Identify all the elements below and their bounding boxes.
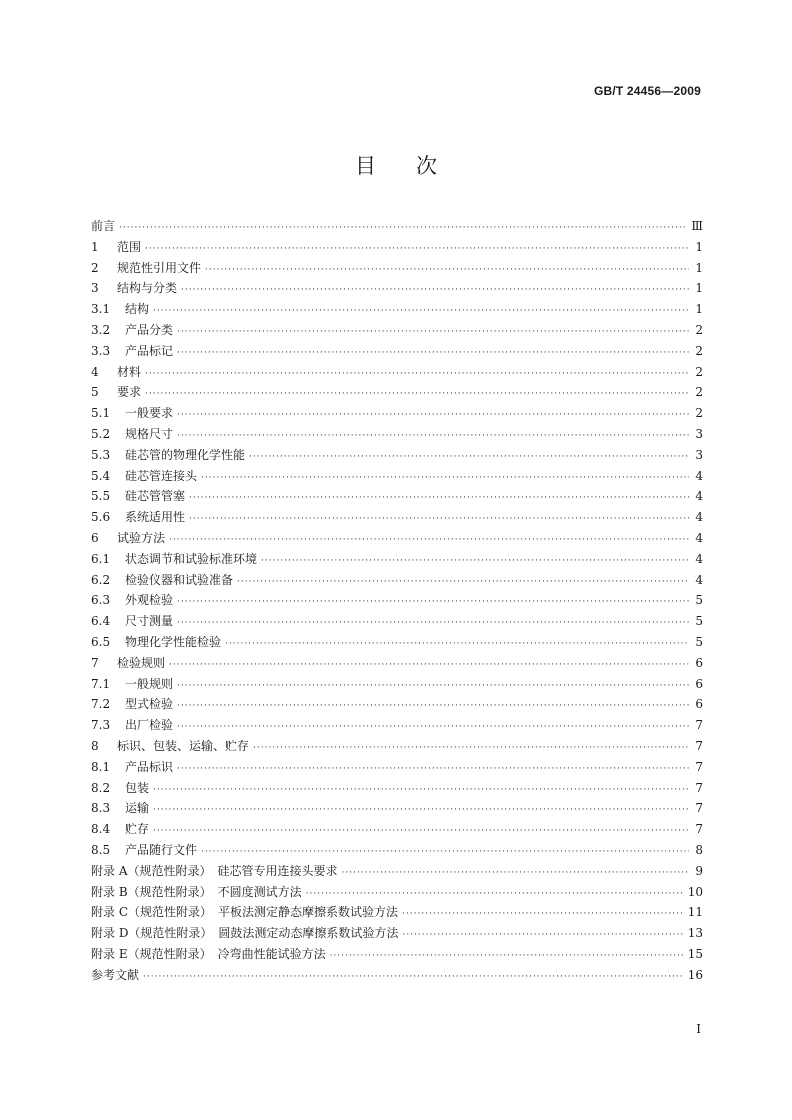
toc-entry-page: 1 xyxy=(695,239,703,254)
toc-entry-number: 5.6 xyxy=(91,510,111,525)
toc-entry-label: 要求 xyxy=(117,385,142,400)
toc-entry-number: 3 xyxy=(91,281,99,296)
toc-leader-dots xyxy=(153,821,689,842)
toc-entry-label: 产品随行文件 xyxy=(125,842,198,857)
toc-entry-number: 5.4 xyxy=(91,468,111,483)
toc-entry-label: 产品分类 xyxy=(125,322,174,337)
toc-entry-label: 状态调节和试验标准环境 xyxy=(125,551,258,566)
toc-entry-number: 6.3 xyxy=(91,593,111,608)
toc-entry-page: 6 xyxy=(695,697,703,712)
toc-entry[interactable] xyxy=(91,653,703,674)
toc-entry[interactable] xyxy=(91,278,703,299)
toc-entry[interactable] xyxy=(91,570,703,591)
toc-entry-number: 6.2 xyxy=(91,572,111,587)
toc-entry-label: 材料 xyxy=(117,364,142,379)
toc-entry-page: 7 xyxy=(695,801,703,816)
toc-entry-page: 2 xyxy=(695,364,703,379)
toc-entry-number: 2 xyxy=(91,260,99,275)
toc-entry-label: 参考文献 xyxy=(91,967,140,982)
toc-entry-page: 2 xyxy=(695,322,703,337)
toc-leader-dots xyxy=(177,676,689,697)
toc-entry-page: 4 xyxy=(695,572,703,587)
toc-entry-number: 6.1 xyxy=(91,551,111,566)
toc-entry-page: 5 xyxy=(695,593,703,608)
toc-entry[interactable] xyxy=(91,528,703,549)
toc-entry-number: 1 xyxy=(91,239,99,254)
toc-entry-label: 硅芯管连接头 xyxy=(125,468,198,483)
toc-entry-label: 附录 A（规范性附录） 硅芯管专用连接头要求 xyxy=(91,863,338,878)
toc-entry[interactable] xyxy=(91,778,703,799)
toc-entry-label: 出厂检验 xyxy=(125,718,174,733)
toc-entry[interactable] xyxy=(91,944,703,965)
toc-entry-page: 4 xyxy=(695,551,703,566)
toc-entry-number: 3.2 xyxy=(91,322,111,337)
toc-entry[interactable] xyxy=(91,424,703,445)
toc-leader-dots xyxy=(177,717,689,738)
toc-entry[interactable] xyxy=(91,486,703,507)
toc-entry[interactable] xyxy=(91,715,703,736)
toc-leader-dots xyxy=(177,592,689,613)
toc-entry-number: 5 xyxy=(91,385,99,400)
toc-leader-dots xyxy=(153,780,689,801)
toc-entry-page: 11 xyxy=(687,905,703,920)
toc-entry[interactable] xyxy=(91,403,703,424)
toc-entry[interactable] xyxy=(91,674,703,695)
toc-leader-dots xyxy=(253,738,689,759)
toc-entry-number: 7.2 xyxy=(91,697,111,712)
toc-entry[interactable] xyxy=(91,590,703,611)
toc-leader-dots xyxy=(181,280,689,301)
toc-leader-dots xyxy=(402,925,683,946)
toc-entry-number: 6.4 xyxy=(91,614,111,629)
toc-leader-dots xyxy=(177,696,689,717)
toc-leader-dots xyxy=(119,218,687,239)
toc-entry-label: 硅芯管的物理化学性能 xyxy=(125,447,246,462)
toc-entry-number: 6 xyxy=(91,530,99,545)
toc-leader-dots xyxy=(177,322,689,343)
toc-entry[interactable] xyxy=(91,320,703,341)
toc-leader-dots xyxy=(153,800,689,821)
toc-leader-dots xyxy=(341,863,689,884)
toc-entry-number: 7.3 xyxy=(91,718,111,733)
toc-entry-number: 6.5 xyxy=(91,634,111,649)
toc-leader-dots xyxy=(177,405,689,426)
toc-leader-dots xyxy=(201,468,689,489)
toc-entry[interactable] xyxy=(91,902,703,923)
toc-entry-number: 7.1 xyxy=(91,676,111,691)
toc-entry-label: 附录 B（规范性附录） 不圆度测试方法 xyxy=(91,884,302,899)
toc-entry-page: 16 xyxy=(687,967,703,982)
toc-entry[interactable] xyxy=(91,923,703,944)
toc-entry-label: 贮存 xyxy=(125,822,150,837)
toc-entry[interactable] xyxy=(91,694,703,715)
toc-entry-number: 8.5 xyxy=(91,842,111,857)
toc-leader-dots xyxy=(402,904,684,925)
toc-entry-number: 3.3 xyxy=(91,343,111,358)
toc-entry-label: 附录 E（规范性附录） 冷弯曲性能试验方法 xyxy=(91,946,326,961)
title-char-2: 次 xyxy=(416,154,437,178)
toc-leader-dots xyxy=(205,260,689,281)
toc-entry-label: 包装 xyxy=(125,780,150,795)
toc-entry[interactable] xyxy=(91,965,703,986)
toc-entry[interactable] xyxy=(91,882,703,903)
toc-leader-dots xyxy=(249,447,689,468)
toc-entry[interactable] xyxy=(91,507,703,528)
toc-entry-number: 8.4 xyxy=(91,822,111,837)
toc-entry-label: 系统适用性 xyxy=(125,510,186,525)
toc-entry-number: 4 xyxy=(91,364,99,379)
toc-entry[interactable] xyxy=(91,445,703,466)
toc-leader-dots xyxy=(169,655,689,676)
toc-entry-label: 检验仪器和试验准备 xyxy=(125,572,234,587)
toc-entry-page: 7 xyxy=(695,718,703,733)
toc-entry-label: 外观检验 xyxy=(125,593,174,608)
toc-entry-page: 4 xyxy=(695,468,703,483)
standard-code: GB/T 24456—2009 xyxy=(593,84,701,98)
toc-leader-dots xyxy=(237,572,689,593)
toc-entry-page: 7 xyxy=(695,738,703,753)
toc-entry-number: 5.5 xyxy=(91,489,111,504)
toc-entry-page: 7 xyxy=(695,822,703,837)
toc-entry[interactable] xyxy=(91,216,703,237)
toc-entry-number: 7 xyxy=(91,655,99,670)
toc-entry-label: 结构与分类 xyxy=(117,281,178,296)
toc-entry-label: 附录 C（规范性附录） 平板法测定静态摩擦系数试验方法 xyxy=(91,905,398,920)
toc-entry-label: 硅芯管管塞 xyxy=(125,489,186,504)
toc-entry-page: 9 xyxy=(695,863,703,878)
toc-entry-label: 一般要求 xyxy=(125,406,174,421)
toc-entry-label: 前言 xyxy=(91,219,116,233)
toc-entry[interactable] xyxy=(91,237,703,258)
toc-entry-page: 6 xyxy=(695,676,703,691)
toc-entry-number: 8 xyxy=(91,738,99,753)
toc-leader-dots xyxy=(177,759,689,780)
toc-entry-label: 试验方法 xyxy=(117,530,166,545)
toc-entry-number: 8.2 xyxy=(91,780,111,795)
toc-entry-page: 5 xyxy=(695,614,703,629)
table-of-contents xyxy=(91,216,703,985)
toc-entry-page: 5 xyxy=(695,634,703,649)
toc-entry[interactable] xyxy=(91,466,703,487)
toc-entry-page: 2 xyxy=(695,385,703,400)
toc-entry-page: 4 xyxy=(695,489,703,504)
toc-entry[interactable] xyxy=(91,757,703,778)
title-char-1: 目 xyxy=(355,154,376,178)
toc-entry-number: 5.2 xyxy=(91,426,111,441)
toc-entry-label: 规范性引用文件 xyxy=(117,260,202,275)
toc-entry-label: 规格尺寸 xyxy=(125,426,174,441)
page-number: Ⅰ xyxy=(696,1022,701,1036)
page-title xyxy=(0,150,792,180)
toc-entry[interactable] xyxy=(91,861,703,882)
toc-entry-label: 结构 xyxy=(125,302,150,317)
toc-entry-label: 一般规则 xyxy=(125,676,174,691)
toc-entry[interactable] xyxy=(91,382,703,403)
toc-entry-page: 1 xyxy=(695,281,703,296)
toc-leader-dots xyxy=(169,530,689,551)
toc-entry-label: 检验规则 xyxy=(117,655,166,670)
toc-entry[interactable] xyxy=(91,736,703,757)
toc-entry[interactable] xyxy=(91,819,703,840)
toc-entry-page: 7 xyxy=(695,780,703,795)
toc-entry[interactable] xyxy=(91,840,703,861)
toc-entry[interactable] xyxy=(91,299,703,320)
toc-entry-page: 13 xyxy=(687,926,703,941)
toc-entry-label: 产品标记 xyxy=(125,343,174,358)
toc-entry-number: 3.1 xyxy=(91,302,111,317)
toc-entry[interactable] xyxy=(91,798,703,819)
toc-entry-number: 8.1 xyxy=(91,759,111,774)
toc-leader-dots xyxy=(225,634,689,655)
toc-entry-page: 10 xyxy=(687,884,703,899)
toc-leader-dots xyxy=(330,946,684,967)
toc-entry-page: 1 xyxy=(695,260,703,275)
toc-entry[interactable] xyxy=(91,362,703,383)
toc-leader-dots xyxy=(306,884,684,905)
toc-leader-dots xyxy=(261,551,689,572)
toc-leader-dots xyxy=(177,613,689,634)
toc-leader-dots xyxy=(145,364,689,385)
toc-entry-page: 6 xyxy=(695,655,703,670)
toc-entry-label: 尺寸测量 xyxy=(125,614,174,629)
toc-entry-label: 范围 xyxy=(117,239,142,254)
toc-leader-dots xyxy=(177,426,689,447)
toc-entry[interactable] xyxy=(91,341,703,362)
toc-entry-page: 8 xyxy=(695,842,703,857)
toc-leader-dots xyxy=(143,967,684,988)
toc-entry[interactable] xyxy=(91,632,703,653)
toc-entry-number: 5.1 xyxy=(91,406,111,421)
toc-leader-dots xyxy=(189,488,689,509)
toc-entry-page: 15 xyxy=(687,946,703,961)
toc-entry-page: 3 xyxy=(695,447,703,462)
toc-entry-number: 5.3 xyxy=(91,447,111,462)
toc-entry-page: Ⅲ xyxy=(691,219,703,233)
toc-entry-page: 2 xyxy=(695,406,703,421)
toc-entry-label: 附录 D（规范性附录） 圆鼓法测定动态摩擦系数试验方法 xyxy=(91,926,399,941)
toc-entry-label: 型式检验 xyxy=(125,697,174,712)
toc-entry[interactable] xyxy=(91,549,703,570)
toc-leader-dots xyxy=(153,301,689,322)
toc-entry[interactable] xyxy=(91,258,703,279)
toc-entry-page: 1 xyxy=(695,302,703,317)
toc-entry-number: 8.3 xyxy=(91,801,111,816)
toc-entry-label: 运输 xyxy=(125,801,150,816)
toc-leader-dots xyxy=(177,343,689,364)
toc-entry[interactable] xyxy=(91,611,703,632)
toc-entry-page: 4 xyxy=(695,530,703,545)
toc-entry-page: 3 xyxy=(695,426,703,441)
toc-leader-dots xyxy=(189,509,689,530)
toc-entry-page: 7 xyxy=(695,759,703,774)
toc-entry-label: 产品标识 xyxy=(125,759,174,774)
toc-entry-page: 4 xyxy=(695,510,703,525)
toc-entry-page: 2 xyxy=(695,343,703,358)
toc-leader-dots xyxy=(201,842,689,863)
toc-leader-dots xyxy=(145,384,689,405)
toc-leader-dots xyxy=(145,239,689,260)
toc-entry-label: 物理化学性能检验 xyxy=(125,634,222,649)
toc-entry-label: 标识、包装、运输、贮存 xyxy=(117,738,250,753)
